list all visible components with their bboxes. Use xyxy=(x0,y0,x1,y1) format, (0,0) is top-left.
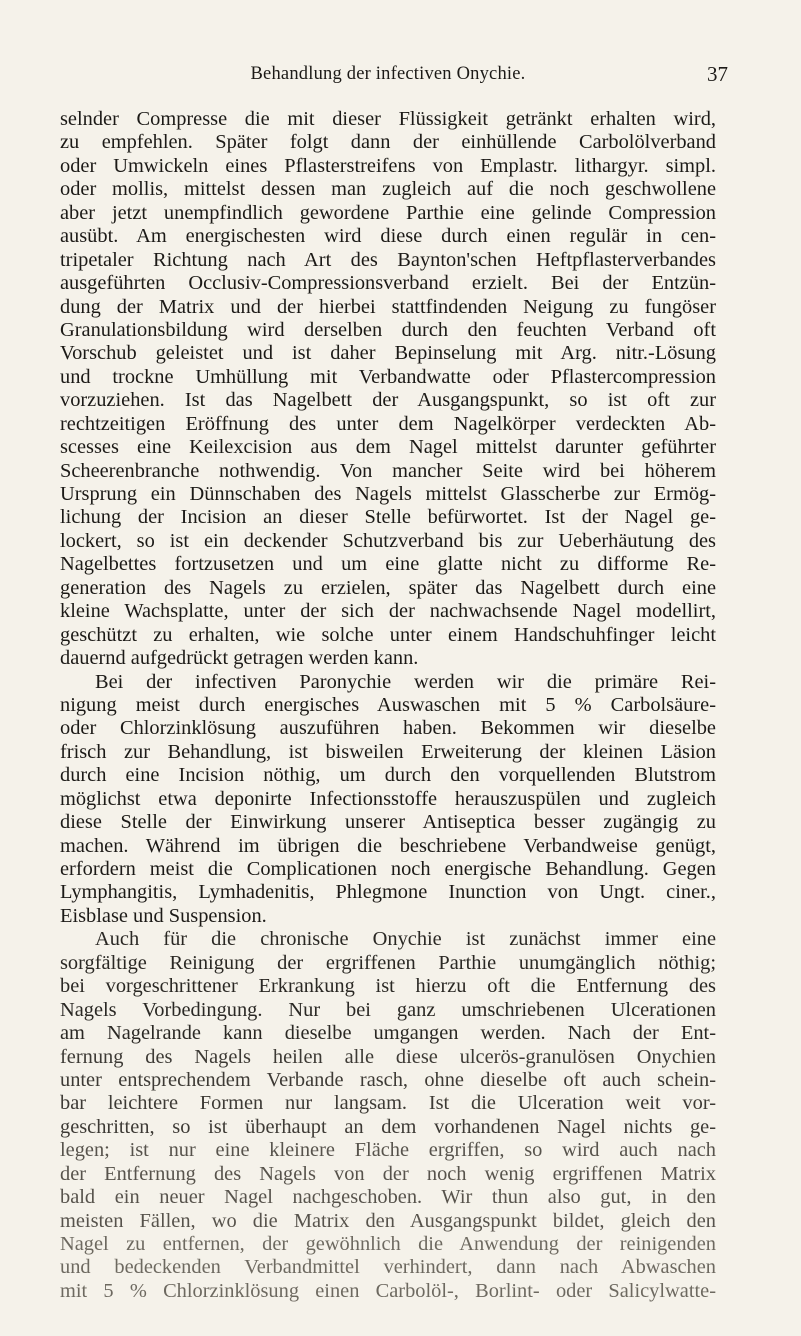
text-line: kleine Wachsplatte, unter der sich der nachwachsende Nagel modellirt, xyxy=(60,600,716,623)
text-line: ausübt. Am energischesten wird diese durch einen regulär in cen- xyxy=(60,225,716,248)
text-line: sorgfältige Reinigung der ergriffenen Parthie unumgänglich nöthig; xyxy=(60,951,716,974)
text-line: der Entfernung des Nagels von der noch wenig ergriffenen Matrix xyxy=(60,1162,716,1185)
text-line: Scheerenbranche nothwendig. Von mancher Seite wird bei höherem xyxy=(60,459,716,482)
text-line: frisch zur Behandlung, ist bisweilen Erweiterung der kleinen Läsion xyxy=(60,740,716,763)
text-line: generation des Nagels zu erzielen, später das Nagelbett durch eine xyxy=(60,576,716,599)
text-line: lockert, so ist ein deckender Schutzverband bis zur Ueberhäutung des xyxy=(60,529,716,552)
text-line: unter entsprechendem Verbande rasch, ohne dieselbe oft auch schein- xyxy=(60,1068,716,1091)
paragraph-start-line: Auch für die chronische Onychie ist zunächst immer eine xyxy=(95,928,716,951)
text-line: zu empfehlen. Später folgt dann der einhüllende Carbolölverband xyxy=(60,131,716,154)
paragraph-end-line: Eisblase und Suspension. xyxy=(60,904,267,927)
text-line: tripetaler Richtung nach Art des Baynton'schen Heftpflasterverbandes xyxy=(60,248,716,271)
text-line: mit 5 % Chlorzinklösung einen Carbolöl-, Borlint- oder Salicylwatte- xyxy=(60,1279,716,1302)
text-line: dung der Matrix und der hierbei stattfindenden Neigung zu fungöser xyxy=(60,295,716,318)
text-line: aber jetzt unempfindlich gewordene Parthie eine gelinde Compression xyxy=(60,201,716,224)
text-line: Nagels Vorbedingung. Nur bei ganz umschriebenen Ulcerationen xyxy=(60,998,716,1021)
text-line: durch eine Incision nöthig, um durch den vorquellenden Blutstrom xyxy=(60,764,716,787)
text-line: erfordern meist die Complicationen noch energische Behandlung. Gegen xyxy=(60,858,716,880)
text-line: oder Chlorzinklösung auszuführen haben. Bekommen wir dieselbe xyxy=(60,717,716,740)
text-line: bald ein neuer Nagel nachgeschoben. Wir thun also gut, in den xyxy=(60,1186,716,1209)
text-line: möglichst etwa deponirte Infectionsstoffe herauszuspülen und zugleich xyxy=(60,787,716,810)
text-line: ausgeführten Occlusiv-Compressionsverband erzielt. Bei der Entzün- xyxy=(60,272,716,295)
text-line: am Nagelrande kann dieselbe umgangen werden. Nach der Ent- xyxy=(60,1022,716,1045)
text-line: Granulationsbildung wird derselben durch den feuchten Verband oft xyxy=(60,318,716,341)
text-line: legen; ist nur eine kleinere Fläche ergriffen, so wird auch nach xyxy=(60,1139,716,1162)
text-line: und trockne Umhüllung mit Verbandwatte oder Pflastercompression xyxy=(60,365,716,388)
text-line: Vorschub geleistet und ist daher Bepinselung mit Arg. nitr.-Lösung xyxy=(60,342,716,365)
text-line: vorzuziehen. Ist das Nagelbett der Ausgangspunkt, so ist oft zur xyxy=(60,389,716,412)
text-line: oder Umwickeln eines Pflasterstreifens von Emplastr. lithargyr. simpl. xyxy=(60,154,716,177)
text-line: meisten Fällen, wo die Matrix den Ausgangspunkt bildet, gleich den xyxy=(60,1209,716,1232)
paragraph-start-line: Bei der infectiven Paronychie werden wir die primäre Rei- xyxy=(95,670,716,693)
text-line: scesses eine Keilexcision aus dem Nagel mittelst darunter geführter xyxy=(60,436,716,459)
paragraph-end-line: dauernd aufgedrückt getragen werden kann. xyxy=(60,647,419,670)
text-line: selnder Compresse die mit dieser Flüssigkeit getränkt erhalten wird, xyxy=(60,108,716,130)
text-line: nigung meist durch energisches Auswaschen mit 5 % Carbolsäure- xyxy=(60,693,716,716)
text-line: Ursprung ein Dünnschaben des Nagels mittelst Glasscherbe zur Ermög- xyxy=(60,483,716,505)
running-head xyxy=(60,62,728,86)
text-line: fernung des Nagels heilen alle diese ulcerös-granulösen Onychien xyxy=(60,1045,716,1068)
text-line: Nagel zu entfernen, der gewöhnlich die Anwendung der reinigenden xyxy=(60,1233,716,1255)
body-text xyxy=(60,108,716,1303)
text-line: Lymphangitis, Lymhadenitis, Phlegmone Inunction von Ungt. ciner., xyxy=(60,881,716,904)
page-number: 37 xyxy=(707,62,728,86)
text-line: und bedeckenden Verbandmittel verhindert, dann nach Abwaschen xyxy=(60,1256,716,1279)
text-line: lichung der Incision an dieser Stelle befürwortet. Ist der Nagel ge- xyxy=(60,506,716,529)
text-line: bei vorgeschrittener Erkrankung ist hierzu oft die Entfernung des xyxy=(60,975,716,998)
text-line: Nagelbettes fortzusetzen und um eine glatte nicht zu difforme Re- xyxy=(60,553,716,576)
text-line: diese Stelle der Einwirkung unserer Antiseptica besser zugängig zu xyxy=(60,811,716,834)
text-line: rechtzeitigen Eröffnung des unter dem Nagelkörper verdeckten Ab- xyxy=(60,412,716,435)
text-line: oder mollis, mittelst dessen man zugleich auf die noch geschwollene xyxy=(60,178,716,201)
running-title: Behandlung der infectiven Onychie. xyxy=(250,64,526,84)
text-line: machen. Während im übrigen die beschriebene Verbandweise genügt, xyxy=(60,834,716,857)
text-line: bar leichtere Formen nur langsam. Ist die Ulceration weit vor- xyxy=(60,1092,716,1115)
text-line: geschritten, so ist überhaupt an dem vorhandenen Nagel nichts ge- xyxy=(60,1115,716,1138)
text-line: geschützt zu erhalten, wie solche unter einem Handschuhfinger leicht xyxy=(60,623,716,646)
